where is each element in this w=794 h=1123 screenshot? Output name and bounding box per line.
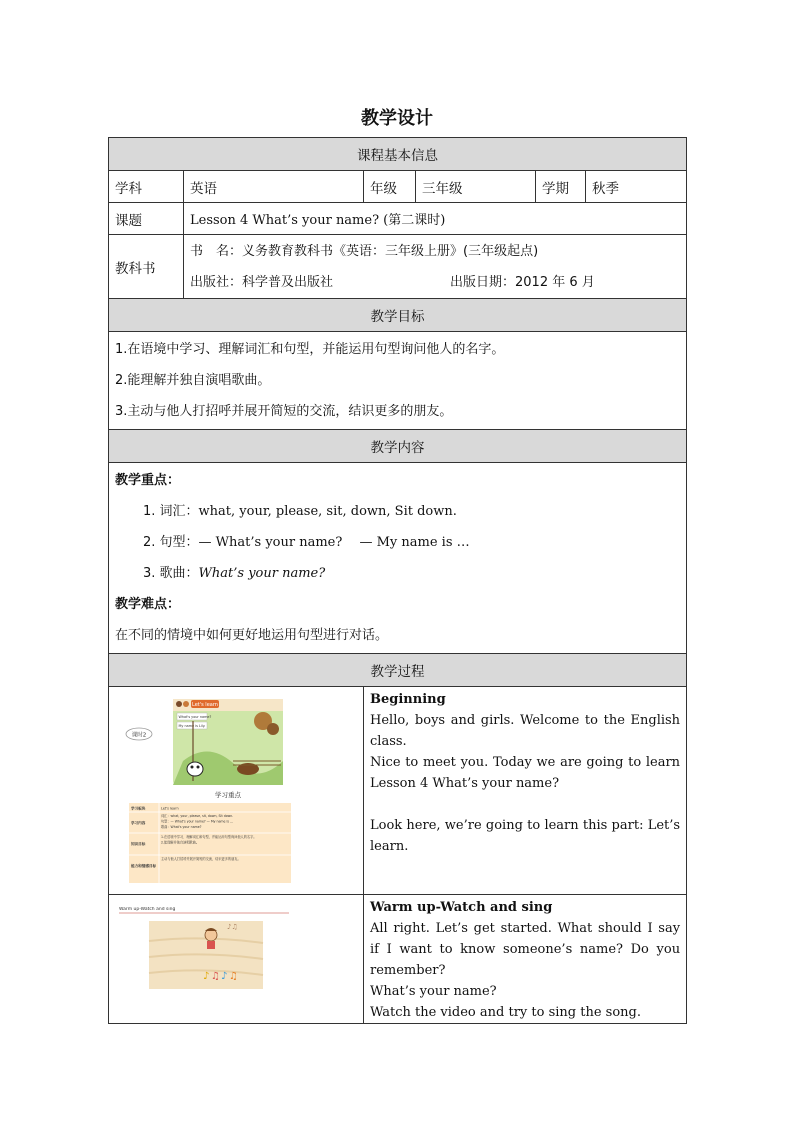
warm-up-slide-label: Warm up-Watch and sing	[119, 907, 176, 912]
info-value-line: 歌曲：What's your name?	[161, 825, 202, 829]
pattern-text: — What’s your name? — My name is …	[198, 535, 470, 550]
textbook-label: 教科书	[109, 235, 184, 299]
slide-cell-1	[109, 687, 364, 895]
basic-info-header: 课程基本信息	[109, 138, 687, 171]
music-note-icon: ♪♫	[227, 923, 238, 931]
child-body	[207, 941, 215, 949]
step-paragraph: Watch the video and try to sing the song.	[370, 1005, 641, 1020]
info-value-line: 词汇：what, your, please, sit, down, Sit down.	[161, 814, 234, 818]
vocab-text: what, your, please, sit, down, Sit down.	[198, 504, 457, 519]
pattern-line	[115, 527, 680, 558]
song-line	[115, 558, 680, 589]
panda-icon	[187, 762, 203, 776]
lets-learn-illustration	[113, 691, 293, 885]
step-heading: Beginning	[370, 692, 446, 707]
step-paragraph: Look here, we’re going to learn this part: Let’s learn.	[370, 818, 681, 854]
vocab-line	[115, 496, 680, 527]
objectives-header: 教学目标	[109, 299, 687, 332]
lesson-badge-text: 课时2	[131, 732, 147, 739]
panda-eye	[191, 766, 194, 769]
objective-item: 1.在语境中学习、理解词汇和句型，并能运用句型询问他人的名字。	[115, 342, 505, 357]
objective-item: 3.主动与他人打招呼并展开简短的交流，结识更多的朋友。	[115, 404, 453, 419]
pattern-prefix: 2. 句型：	[143, 535, 199, 550]
music-note-icon: ♫	[229, 971, 238, 982]
info-value-line: 主动与他人打招呼并展开简短的交流，结识更多的朋友。	[161, 857, 241, 861]
lesson-plan-table	[108, 137, 686, 1024]
step-paragraph: Nice to meet you. Today we are going to learn Lesson 4 What’s your name?	[370, 755, 681, 791]
content-header: 教学内容	[109, 430, 687, 463]
info-value: Let's learn	[161, 806, 179, 811]
speech-text: My name is Lily.	[178, 724, 206, 728]
topic-value: Lesson 4 What’s your name? (第二课时)	[184, 203, 687, 235]
step-paragraph: Hello, boys and girls. Welcome to the English class.	[370, 713, 681, 749]
slide-cell-2	[109, 895, 364, 1024]
term-label: 学期	[536, 171, 586, 203]
music-note-icon: ♪	[221, 971, 228, 982]
music-note-icon: ♪	[203, 971, 210, 982]
subject-label: 学科	[109, 171, 184, 203]
speech-text: What's your name?	[178, 715, 212, 719]
step-warm-up	[364, 895, 687, 1024]
song-prefix: 3. 歌曲：	[143, 566, 199, 581]
difficult-points-label: 教学难点：	[115, 597, 181, 612]
grade-value: 三年级	[416, 171, 536, 203]
term-value: 秋季	[586, 171, 687, 203]
step-paragraph: What’s your name?	[370, 984, 497, 999]
publish-info	[190, 267, 680, 298]
topic-label: 课题	[109, 203, 184, 235]
music-note-icon: ♫	[211, 971, 220, 982]
objectives-list	[109, 332, 687, 430]
info-key: 知识目标	[131, 842, 146, 846]
info-value-line: 句型：— What's your name? — My name is ...	[161, 819, 234, 824]
song-text: What’s your name?	[198, 566, 326, 581]
document-title: 教学设计	[361, 108, 433, 129]
monkey-icon	[267, 723, 279, 735]
banner-text: Let's learn	[192, 702, 218, 708]
warm-up-slide	[113, 907, 293, 1003]
slide-caption: 学习重点	[215, 791, 241, 799]
info-value-line: 2.能理解并独自演唱歌曲。	[161, 840, 200, 845]
publisher: 出版社：科学普及出版社	[190, 274, 334, 290]
key-points-label: 教学重点：	[115, 473, 181, 488]
info-key: 学习板块	[131, 806, 146, 811]
grade-label: 年级	[364, 171, 416, 203]
lets-learn-slide	[113, 691, 293, 885]
warm-up-illustration	[113, 907, 293, 1003]
kid-head-icon	[176, 701, 182, 707]
publish-date: 出版日期：2012 年 6 月	[450, 274, 595, 290]
process-header: 教学过程	[109, 654, 687, 687]
info-key: 能力和情感目标	[131, 864, 157, 868]
objective-item: 2.能理解并独自演唱歌曲。	[115, 373, 271, 388]
step-paragraph: All right. Let’s get started. What should I say if I want to know someone’s name? Do you remember?	[370, 921, 681, 978]
difficult-points-text: 在不同的情境中如何更好地运用句型进行对话。	[115, 628, 389, 643]
vocab-prefix: 1. 词汇：	[143, 504, 199, 519]
panda-eye	[197, 766, 200, 769]
book-name: 书 名：义务教育教科书《英语：三年级上册》(三年级起点)	[190, 243, 539, 259]
banner-bg	[173, 699, 283, 711]
content-body	[109, 463, 687, 654]
subject-value: 英语	[184, 171, 364, 203]
kid-head-icon	[183, 701, 189, 707]
info-value-line: 1.在语境中学习、理解词汇和句型，并能运用句型询问他人的名字。	[161, 835, 257, 839]
textbook-info	[184, 235, 687, 299]
step-heading: Warm up-Watch and sing	[370, 900, 553, 915]
info-key: 学习内容	[131, 821, 146, 825]
step-beginning	[364, 687, 687, 895]
